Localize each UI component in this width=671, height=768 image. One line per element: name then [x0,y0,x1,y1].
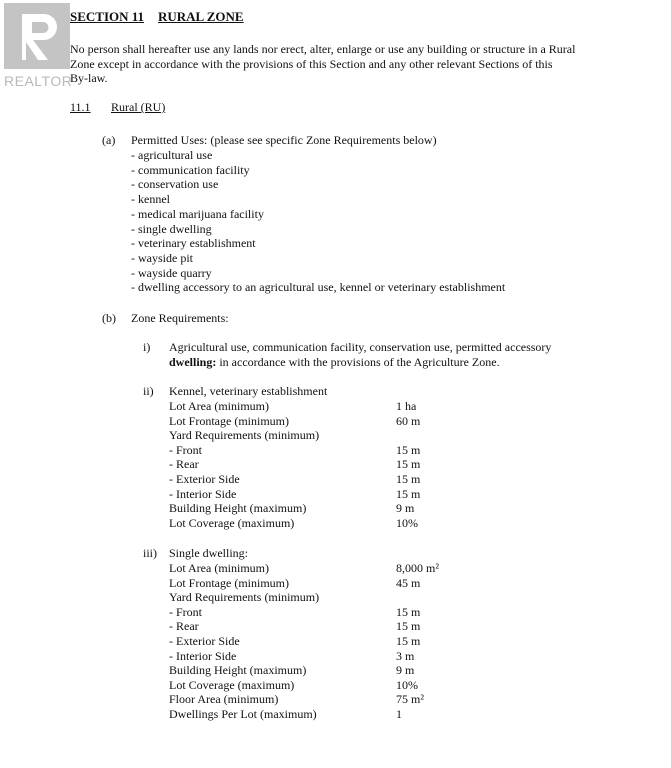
realtor-r-icon [0,0,74,72]
requirement-value: 15 m [396,442,421,457]
section-title: RURAL ZONE [158,9,244,24]
subsection-title: Rural (RU) [111,100,166,114]
requirements-marker: (b) [102,311,116,325]
requirement-value: 15 m [396,619,421,634]
list-item: - agricultural use [131,148,213,162]
item-i-line-rest: in accordance with the provisions of the Agriculture Zone. [216,354,500,369]
requirement-label: Building Height (maximum) [169,663,307,678]
item-i-marker: i) [143,340,151,354]
list-item: - single dwelling [131,221,212,236]
intro-line: By-law. [70,71,108,86]
list-item: - dwelling accessory to an agricultural use, kennel or veterinary establishment [131,280,506,295]
requirement-value: 1 ha [396,399,417,413]
requirement-label: - Exterior Side [169,634,240,648]
list-item: - kennel [131,192,170,207]
requirement-value: 15 m [396,634,421,648]
intro-line: Zone except in accordance with the provisions of this Section and any other relevant Sections of this [70,56,553,71]
requirement-label: Lot Frontage (minimum) [169,413,289,428]
list-item: - medical marijuana facility [131,206,264,221]
subsection-number: 11.1 [70,100,91,114]
item-i-bold-term: dwelling: [169,354,217,369]
item-i-line [169,355,551,370]
intro-line: No person shall hereafter use any lands nor erect, alter, enlarge or use any building or structure in a Rural [70,42,576,56]
list-item: - conservation use [131,177,219,192]
item-iii-marker: iii) [143,546,157,560]
permitted-title: Permitted Uses: (please see specific Zone Requirements below) [131,133,437,147]
intro-paragraph [70,42,575,86]
requirement-value: 10% [396,515,418,530]
section-number: SECTION 11 [70,9,145,24]
permitted-uses-list [131,148,505,295]
requirement-value: 15 m [396,457,421,472]
requirement-value: 8,000 m² [396,561,439,575]
requirement-label: Lot Frontage (minimum) [169,575,289,590]
realtor-logo [0,0,74,96]
item-ii-marker: ii) [143,384,154,398]
list-item: - communication facility [131,162,250,177]
requirement-label: Lot Area (minimum) [169,399,269,413]
requirement-value: 15 m [396,604,421,619]
requirement-label: Building Height (maximum) [169,501,307,516]
item-i-line: Agricultural use, communication facility, conservation use, permitted accessory [169,340,552,354]
requirement-value: 9 m [396,501,415,516]
permitted-marker: (a) [102,133,116,147]
requirement-value: 75 m² [396,692,424,707]
requirement-value: 60 m [396,413,421,428]
requirement-label: Floor Area (minimum) [169,692,279,707]
requirement-value: 15 m [396,486,421,501]
requirement-label: - Interior Side [169,486,237,501]
item-i-text [169,340,551,369]
requirements-title: Zone Requirements: [131,311,229,325]
requirement-label: - Exterior Side [169,472,240,486]
item-ii-title: Kennel, veterinary establishment [169,384,328,398]
requirement-label: Yard Requirements (minimum) [169,590,320,605]
requirement-value: 15 m [396,472,421,486]
requirement-value: 3 m [396,648,415,663]
item-iii-title: Single dwelling: [169,546,248,560]
requirement-label: - Front [169,442,202,457]
requirement-label: Yard Requirements (minimum) [169,428,320,443]
requirement-value: 1 [396,707,402,721]
requirement-label: - Interior Side [169,648,237,663]
requirement-label: Dwellings Per Lot (maximum) [169,707,317,721]
requirement-label: - Front [169,604,202,619]
list-item: - veterinary establishment [131,236,256,251]
requirement-value: 45 m [396,575,421,590]
requirement-label: - Rear [169,619,199,634]
requirement-value: 9 m [396,663,415,678]
requirement-label: Lot Coverage (maximum) [169,677,295,692]
requirement-label: Lot Coverage (maximum) [169,515,295,530]
list-item: - wayside pit [131,250,193,265]
realtor-wordmark: REALTOR [4,73,73,89]
requirement-label: - Rear [169,457,199,472]
list-item: - wayside quarry [131,265,212,280]
requirement-label: Lot Area (minimum) [169,561,269,575]
requirement-value: 10% [396,677,418,692]
